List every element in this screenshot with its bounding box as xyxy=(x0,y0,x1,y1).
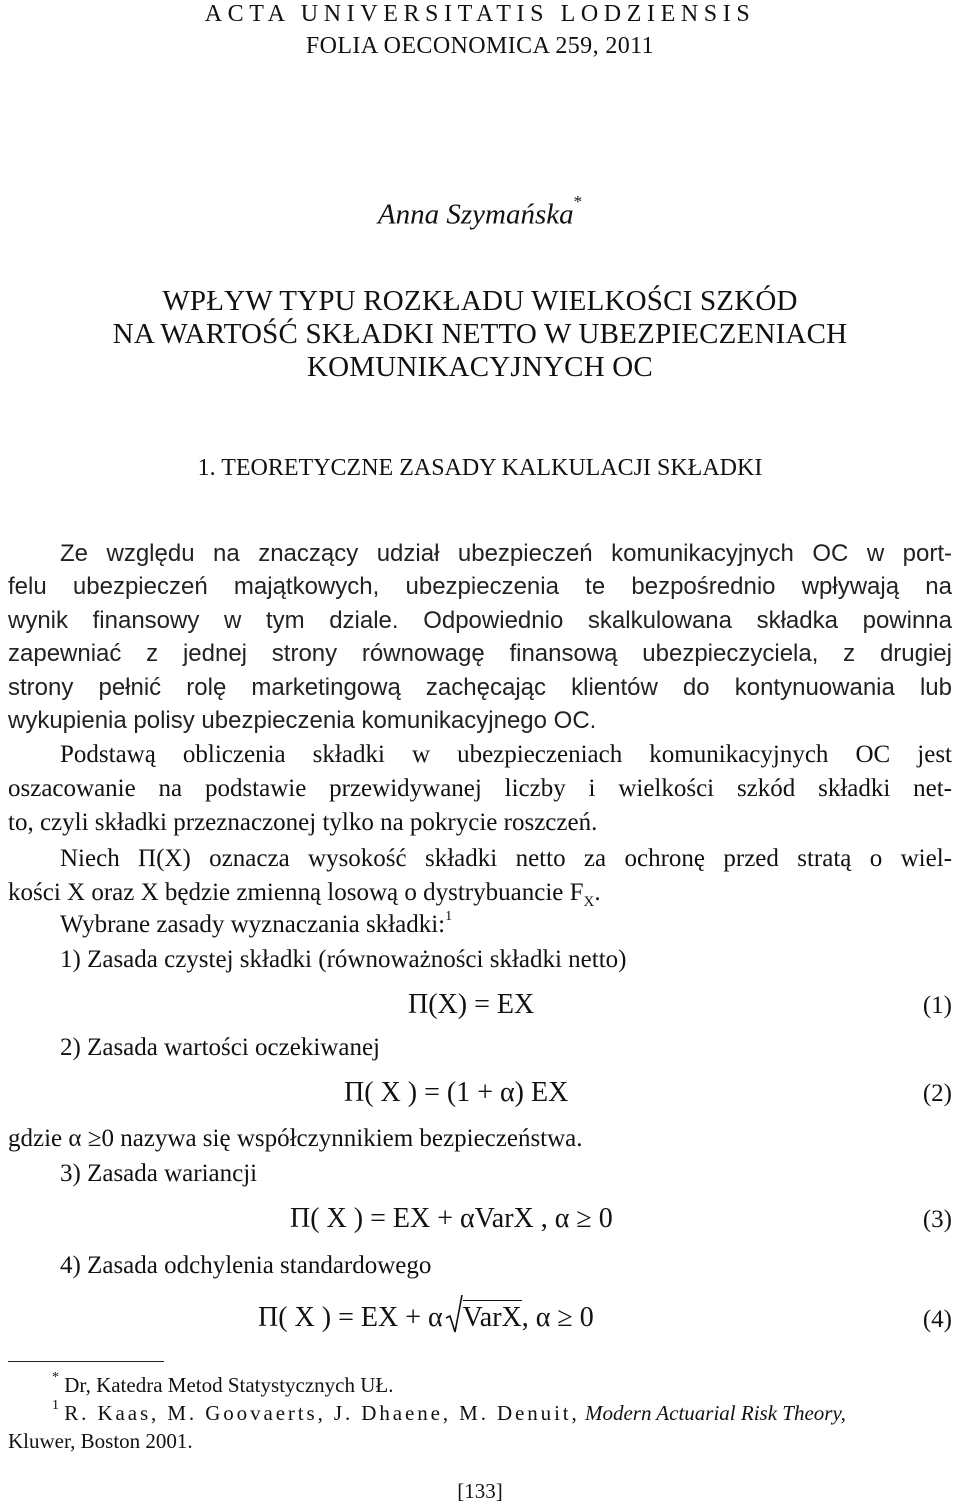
equation-4-right: , α ≥ 0 xyxy=(521,1302,594,1333)
cdf-subscript: X xyxy=(583,894,595,910)
paragraph-1-line: wykupienia polisy ubezpieczenia komunikacyjnego OC. xyxy=(8,707,597,734)
paragraph-2-line: Podstawą obliczenia składki w ubezpieczeniach komunikacyjnych OC jest xyxy=(60,741,952,768)
equation-3: Π( X ) = EX + αVarX , α ≥ 0 xyxy=(290,1203,613,1234)
footnote-book-title: Modern Actuarial Risk Theory, xyxy=(584,1401,846,1425)
equation-number-1: (1) xyxy=(922,992,952,1019)
rule-4-heading: 4) Zasada odchylenia standardowego xyxy=(60,1252,432,1279)
paragraph-3-line xyxy=(8,879,952,911)
footnote-publisher: Kluwer, Boston 2001. xyxy=(8,1429,193,1453)
equation-number-3: (3) xyxy=(922,1206,952,1233)
author-name: Anna Szymańska xyxy=(377,198,574,231)
author xyxy=(0,192,960,232)
rule-1-heading: 1) Zasada czystej składki (równoważności składki netto) xyxy=(60,946,627,973)
paragraph-2-line: to, czyli składki przeznaczonej tylko na pokrycie roszczeń. xyxy=(8,809,598,836)
footnote-ref-1: 1 xyxy=(445,908,453,924)
footnote-marker-1: 1 xyxy=(52,1398,59,1413)
paragraph-3-end: . xyxy=(594,879,601,906)
equation-4 xyxy=(258,1302,594,1334)
rule-2-heading: 2) Zasada wartości oczekiwanej xyxy=(60,1034,380,1061)
footnote-affiliation: Dr, Katedra Metod Statystycznych UŁ. xyxy=(64,1373,394,1397)
equation-4-left: Π( X ) = EX + α xyxy=(258,1302,443,1333)
principles-intro-text: Wybrane zasady wyznaczania składki: xyxy=(60,911,446,938)
paper-title-line-3: KOMUNIKACYJNYCH OC xyxy=(307,351,653,383)
journal-issue: FOLIA OECONOMICA 259, 2011 xyxy=(305,33,655,59)
footnote-marker-star: * xyxy=(52,1370,59,1385)
equation-number-2: (2) xyxy=(922,1080,952,1107)
paragraph-1-line: Ze względu na znaczący udział ubezpieczeń komunikacyjnych OC w port- xyxy=(60,540,952,567)
equation-1: Π(X) = EX xyxy=(408,989,535,1020)
footnote-1 xyxy=(52,1398,846,1426)
paper-title-line-2: NA WARTOŚĆ SKŁADKI NETTO W UBEZPIECZENIACH xyxy=(112,318,848,350)
section-heading: 1. TEORETYCZNE ZASADY KALKULACJI SKŁADKI xyxy=(197,455,763,481)
rule-3-heading: 3) Zasada wariancji xyxy=(60,1160,258,1187)
paragraph-2-line: oszacowanie na podstawie przewidywanej liczby i wielkości szkód składki net- xyxy=(8,775,952,802)
footnote-separator xyxy=(8,1361,164,1362)
paragraph-1-line: zapewniać z jednej strony równowagę finansową ubezpieczyciela, z drugiej xyxy=(8,640,952,667)
radical-sign-icon xyxy=(445,1294,463,1334)
paragraph-1-line: felu ubezpieczeń majątkowych, ubezpieczenia te bezpośrednio wpływają na xyxy=(8,573,952,600)
footnote-author xyxy=(52,1370,394,1398)
author-footnote-marker: * xyxy=(573,192,583,211)
footnote-authors: R. Kaas, M. Goovaerts, J. Dhaene, M. Denuit, xyxy=(64,1401,580,1425)
square-root xyxy=(447,1302,522,1334)
journal-name: ACTA UNIVERSITATIS LODZIENSIS xyxy=(204,1,756,27)
paragraph-3-text: kości X oraz X będzie zmienną losową o dystrybuancie F xyxy=(8,879,584,906)
paragraph-1-line: strony pełnić rolę marketingową zachęcając klientów do kontynuowania lub xyxy=(8,674,952,701)
paragraph-1-line: wynik finansowy w tym dziale. Odpowiednio skalkulowana składka powinna xyxy=(8,607,952,634)
equation-2: Π( X ) = (1 + α) EX xyxy=(344,1077,569,1108)
page-number: [133] xyxy=(457,1479,503,1503)
principles-intro xyxy=(60,908,960,939)
paragraph-3-line: Niech Π(X) oznacza wysokość składki netto za ochronę przed stratą o wiel- xyxy=(60,845,952,872)
alpha-definition: gdzie α ≥0 nazywa się współczynnikiem bezpieczeństwa. xyxy=(8,1125,583,1152)
equation-number-4: (4) xyxy=(922,1306,952,1333)
paper-title-line-1: WPŁYW TYPU ROZKŁADU WIELKOŚCI SZKÓD xyxy=(162,285,798,317)
radicand: VarX xyxy=(462,1302,522,1333)
